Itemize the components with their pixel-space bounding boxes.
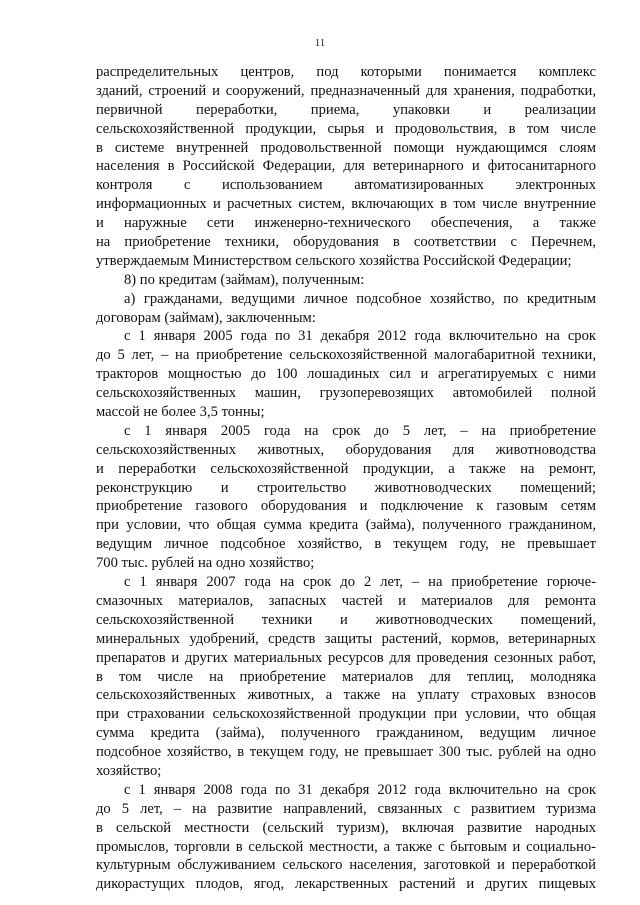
text-line: договорам (займам), заключенным:: [96, 309, 316, 326]
text-line: распределительных центров, под которыми понимается комплекс: [96, 64, 596, 80]
text-line: с 1 января 2005 года на срок до 5 лет, – на приобретение: [124, 422, 596, 439]
text-line: сельскохозяйственных животных, а также на уплату страховых взносов: [96, 687, 596, 704]
text-line: хозяйство;: [96, 762, 162, 779]
text-line: населения в Российской Федерации, для ветеринарного и фитосанитарного: [96, 158, 596, 175]
text-line: и наружные сети инженерно-технического обеспечения, а также: [96, 215, 596, 232]
text-line: в сельской местности (сельский туризм), включая развитие народных: [96, 819, 596, 836]
text-line: контроля с использованием автоматизированных электронных: [96, 177, 596, 194]
text-line: при условии, что общая сумма кредита (займа), полученного гражданином,: [96, 517, 596, 534]
text-line: сельскохозяйственных животных, оборудования для животноводства: [96, 441, 596, 458]
text-line: ведущим личное подсобное хозяйство, в текущем году, не превышает: [96, 536, 596, 553]
text-line: тракторов мощностью до 100 лошадиных сил и агрегатируемых с ними: [96, 366, 596, 383]
text-line: 700 тыс. рублей на одно хозяйство;: [96, 555, 315, 572]
text-line: минеральных удобрений, средств защиты растений, кормов, ветеринарных: [96, 630, 596, 647]
text-line: препаратов и других материальных ресурсов для проведения сезонных работ,: [96, 649, 596, 666]
document-body: [96, 63, 596, 894]
text-line: подсобное хозяйство, в текущем году, не превышает 300 тыс. рублей на одно: [96, 744, 596, 761]
text-line: смазочных материалов, запасных частей и материалов для ремонта: [96, 592, 596, 609]
text-line: в системе внутренней продовольственной помощи нуждающимся слоям: [96, 139, 596, 156]
text-line: приобретение газового оборудования и подключение к газовым сетям: [96, 498, 596, 515]
text-line: сельскохозяйственной техники и животноводческих помещений,: [96, 611, 596, 628]
text-line: 8) по кредитам (займам), полученным:: [124, 271, 365, 288]
text-line: дикорастущих плодов, ягод, лекарственных растений и других пищевых: [96, 876, 596, 893]
text-line: до 5 лет, – на приобретение сельскохозяйственной малогабаритной техники,: [96, 347, 596, 364]
text-line: в том числе на приобретение материалов для теплиц, молодняка: [96, 668, 596, 685]
text-line: с 1 января 2007 года на срок до 2 лет, – на приобретение горюче-: [124, 574, 596, 591]
text-line: и переработки сельскохозяйственной продукции, а также на ремонт,: [96, 460, 596, 477]
text-line: промыслов, торговли в сельской местности, а также с бытовым и социально-: [96, 838, 596, 855]
text-line: до 5 лет, – на развитие направлений, связанных с развитием туризма: [96, 800, 596, 817]
text-line: первичной переработки, приема, упаковки и реализации: [96, 101, 596, 118]
text-line: информационных и расчетных систем, включающих в том числе внутренние: [96, 196, 596, 213]
text-line: с 1 января 2008 года по 31 декабря 2012 года включительно на срок: [124, 781, 596, 798]
text-line: реконструкцию и строительство животноводческих помещений;: [96, 479, 596, 496]
page-number: 11: [314, 37, 326, 49]
text-line: массой не более 3,5 тонны;: [96, 404, 265, 421]
text-line: зданий, строений и сооружений, предназначенный для хранения, подработки,: [96, 82, 596, 99]
text-line: при страховании сельскохозяйственной продукции при условии, что общая: [96, 706, 596, 723]
text-line: с 1 января 2005 года по 31 декабря 2012 года включительно на срок: [124, 328, 596, 345]
text-line: культурным обслуживанием сельского населения, заготовкой и переработкой: [96, 857, 596, 874]
text-line: сельскохозяйственных машин, грузоперевозящих автомобилей полной: [96, 385, 596, 402]
text-line: утверждаемым Министерством сельского хозяйства Российской Федерации;: [96, 252, 572, 269]
text-line: а) гражданами, ведущими личное подсобное хозяйство, по кредитным: [124, 290, 596, 307]
text-line: сельскохозяйственной продукции, сырья и продовольствия, в том числе: [96, 120, 596, 137]
text-line: на приобретение техники, оборудования в соответствии с Перечнем,: [96, 234, 596, 251]
text-line: сумма кредита (займа), полученного гражданином, ведущим личное: [96, 725, 596, 742]
